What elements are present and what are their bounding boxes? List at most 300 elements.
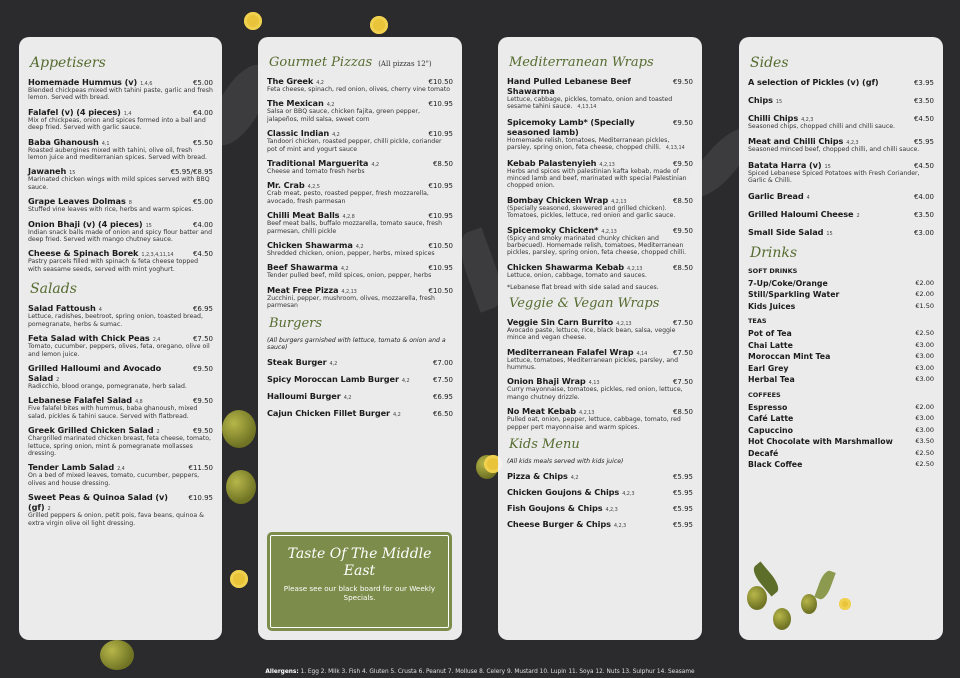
promo-title: Taste Of The Middle East	[287, 546, 432, 579]
item-name: Grilled Halloumi and Avocado Salad	[28, 362, 162, 383]
item-allergens: 2	[56, 376, 60, 383]
item-price: €5.95/€8.95	[170, 168, 213, 177]
pizzas-note: (All pizzas 12")	[378, 60, 432, 68]
item-name: Onion Bhaji (v) (4 pieces)	[28, 218, 143, 229]
menu-item	[507, 117, 693, 153]
item-name: A selection of Pickles (v) (gf)	[748, 77, 879, 87]
menu-item	[28, 395, 213, 420]
item-price: €5.50	[192, 138, 213, 147]
item-allergens: 15	[69, 170, 76, 177]
item-description: Lettuce, tomatoes, Mediterranean pickles, parsley, and hummus.	[507, 356, 679, 371]
menu-panel-pizzas-burgers	[258, 37, 462, 640]
kids-list	[507, 471, 693, 529]
drink-name: Capuccino	[748, 425, 793, 435]
item-description: Tomato, cucumber, peppers, olives, feta, oregano, olive oil and lemon juice.	[28, 343, 210, 358]
item-allergens: 4,2	[393, 411, 401, 418]
item-name: Sweet Peas & Quinoa Salad (v) (gf)	[28, 492, 168, 513]
item-name: Chicken Goujons & Chips	[507, 486, 620, 497]
item-description: Chargrilled marinated chicken breast, feta cheese, tomato, lettuce, spring onion, mint & pomegranate mollasses dressing.	[28, 435, 212, 457]
menu-item	[507, 376, 693, 401]
menu-item	[267, 98, 453, 123]
item-description: Avocado paste, lettuce, rice, black bean, salsa, veggie mince and vegan cheese.	[507, 326, 676, 342]
section-title-veggie: Veggie & Vegan Wraps	[509, 295, 660, 311]
menu-item	[28, 166, 213, 191]
drink-name: Hot Chocolate with Marshmallow	[748, 437, 893, 447]
item-price: €6.95	[432, 392, 453, 401]
item-allergens: 1,4	[123, 110, 132, 117]
menu-item	[28, 107, 213, 132]
item-price: €7.50	[672, 378, 693, 387]
item-name: Onion Bhaji Wrap	[507, 376, 586, 387]
menu-item	[267, 408, 453, 418]
drink-name: Black Coffee	[748, 460, 803, 470]
item-allergens: 4,8	[134, 399, 143, 406]
olive-branch-illustration	[739, 550, 943, 640]
item-name: Classic Indian	[267, 128, 330, 139]
menu-item	[28, 303, 213, 328]
item-price: €5.95	[672, 520, 693, 529]
drink-item	[748, 301, 934, 313]
menu-item	[28, 462, 213, 487]
item-allergens: 4,2,13	[627, 265, 643, 272]
item-description	[507, 96, 693, 112]
item-price: €9.50	[672, 226, 693, 235]
item-name: Meat and Chilli Chips	[748, 136, 844, 147]
item-price: €7.50	[432, 375, 453, 384]
drink-name: Moroccan Mint Tea	[748, 352, 831, 362]
drink-name: Decafé	[748, 448, 779, 458]
menu-panel-sides-drinks	[739, 37, 943, 640]
pizzas-list	[267, 76, 453, 310]
allergens-list: 1. Egg 2. Milk 3. Fish 4. Gluten 5. Crusta 6. Peanut 7. Molluse 8. Celery 9. Mustard 10. Lupin 11. Soya 12. Nuts 13. Sulphur 14. Seasame	[300, 669, 695, 675]
drink-name: Chai Latte	[748, 340, 793, 350]
item-description: Beef meat balls, buffalo mozzarella, tomato sauce, fresh parmesan, chilli pickle	[267, 220, 443, 235]
item-name: Hand Pulled Lebanese Beef Shawarma	[507, 76, 631, 96]
menu-item	[28, 333, 213, 358]
item-description: Shredded chicken, onion, pepper, herbs, mixed spices	[267, 250, 435, 258]
item-name: Bombay Chicken Wrap	[507, 194, 609, 205]
menu-item	[267, 391, 453, 401]
item-name: Halloumi Burger	[267, 390, 341, 401]
menu-item	[748, 160, 934, 185]
item-price: €3.50	[913, 210, 934, 219]
item-name: Greek Grilled Chicken Salad	[28, 425, 154, 436]
item-price: €5.95	[672, 472, 693, 481]
drink-price: €2.00	[915, 290, 934, 299]
item-price: €3.50	[913, 97, 934, 105]
item-price: €4.50	[913, 115, 934, 123]
section-title-salads: Salads	[30, 281, 77, 298]
item-description: Pulled oat, onion, pepper, lettuce, cabbage, tomato, red pepper pert mayonnaise and warm spices.	[507, 416, 681, 431]
item-name: Chilli Chips	[748, 113, 799, 123]
section-title-sides: Sides	[750, 55, 789, 71]
drink-name: 7-Up/Coke/Orange	[748, 278, 828, 288]
menu-item	[507, 262, 693, 279]
item-allergens: 4,2	[343, 394, 352, 401]
item-price: €11.50	[188, 464, 213, 473]
item-name: Chicken Shawarma	[267, 240, 353, 251]
item-price: €9.50	[192, 427, 213, 436]
section-title-drinks: Drinks	[750, 244, 798, 261]
item-allergens: 4,1	[101, 140, 110, 147]
olive-decoration	[773, 608, 791, 630]
drink-price: €1.50	[915, 301, 934, 310]
item-name: Small Side Salad	[748, 226, 824, 237]
item-name: Spicy Moroccan Lamb Burger	[267, 373, 399, 384]
item-name: Chilli Meat Balls	[267, 210, 340, 221]
burgers-list	[267, 357, 453, 418]
leaf-decoration	[814, 569, 836, 601]
menu-item	[28, 425, 213, 457]
menu-item	[267, 262, 453, 279]
item-description: Spiced Lebanese Spiced Potatoes with Fresh Coriander, Garlic & Chilli.	[748, 169, 920, 185]
item-name: Cheese Burger & Chips	[507, 518, 611, 529]
item-price: €7.50	[672, 318, 693, 327]
item-description	[507, 137, 693, 153]
item-price: €9.50	[672, 118, 693, 127]
item-description: Stuffed vine leaves with rice, herbs and warm spices.	[28, 206, 194, 214]
section-title-wraps: Mediterranean Wraps	[509, 55, 654, 70]
section-title-kids: Kids Menu	[509, 436, 580, 452]
item-allergens: 8	[128, 200, 132, 207]
menu-item	[267, 357, 453, 367]
menu-panel-wraps-kids	[498, 37, 702, 640]
drink-item	[748, 425, 934, 437]
item-description: Marinated chicken wings with mild spices served with BBQ sauce.	[28, 176, 210, 191]
kids-note: (All kids meals served with kids juice)	[507, 457, 624, 465]
item-description: Grilled peppers & onion, petit pois, fava beans, quinoa & extra virgin olive oil light dressing.	[28, 512, 204, 527]
item-price: €8.50	[672, 408, 693, 417]
item-name: Baba Ghanoush	[28, 136, 99, 147]
item-description: (Spicy and smoky marinated chunky chicken and barbecued). Homemade relish, tomatoes, Mediterranean pickles, parsley, spring onion, feta cheese, chopped chilli.	[507, 234, 687, 257]
item-price: €9.50	[672, 159, 693, 168]
drink-name: Herbal Tea	[748, 375, 795, 385]
drink-price: €2.00	[915, 402, 934, 411]
wraps-note: *Lebanese flat bread with side salad and sauces.	[507, 284, 659, 292]
menu-item	[507, 195, 693, 220]
menu-item	[267, 240, 453, 257]
item-price: €8.50	[672, 263, 693, 272]
item-allergens: 15	[824, 163, 831, 170]
item-name: Spicemoky Lamb* (Specially seasoned lamb)	[507, 116, 635, 137]
item-description: Crab meat, pesto, roasted pepper, fresh mozzarella, avocado, fresh parmesan	[267, 190, 429, 205]
item-price: €6.50	[432, 409, 453, 418]
item-name: Feta Salad with Chick Peas	[28, 333, 150, 344]
item-price: €4.00	[192, 220, 213, 229]
item-price: €9.50	[672, 78, 693, 86]
item-name: Meat Free Pizza	[267, 284, 339, 295]
olive-decoration	[100, 640, 134, 670]
item-price: €9.50	[192, 364, 213, 373]
drink-item	[748, 436, 934, 448]
item-allergens: 4,2,13	[341, 288, 357, 295]
drink-item	[748, 402, 934, 414]
item-allergens: 2	[156, 429, 160, 436]
item-description: Zucchini, pepper, mushroom, olives, mozzarella, fresh parmesan	[267, 294, 435, 310]
menu-item	[507, 503, 693, 513]
soft-drinks-heading: SOFT DRINKS	[748, 266, 798, 275]
item-description: Blended chickpeas mixed with tahini paste, garlic and fresh lemon. Served with bread.	[28, 87, 213, 102]
item-price: €5.00	[192, 198, 213, 207]
item-allergens: 4,2,13	[601, 228, 617, 235]
item-price: €9.50	[192, 397, 213, 406]
item-allergens: 4,13	[588, 380, 600, 387]
item-name: The Greek	[267, 76, 314, 86]
menu-item	[507, 158, 693, 190]
flower-decoration	[244, 12, 262, 30]
item-allergens: 4,2	[329, 360, 338, 367]
item-price: €10.95	[188, 494, 213, 503]
item-allergens: 4,2,8	[342, 214, 355, 221]
item-name: Kebab Palastenyieh	[507, 157, 597, 168]
item-name: Chicken Shawarma Kebab	[507, 261, 625, 272]
menu-item	[748, 113, 934, 130]
item-allergens: 15	[145, 222, 152, 229]
item-allergens: 4,2	[332, 132, 340, 139]
menu-item	[267, 158, 453, 175]
item-description-text: Lettuce, cabbage, pickles, tomato, onion and toasted sesame tahini sauce.	[507, 96, 673, 111]
drink-name: Kids Juices	[748, 301, 796, 311]
drink-price: €2.00	[915, 278, 934, 287]
item-allergens: 4	[98, 307, 102, 314]
item-name: Cajun Chicken Fillet Burger	[267, 407, 390, 418]
item-description: Mix of chickpeas, onion and spices formed into a ball and deep fried. Served with garlic sauce.	[28, 116, 206, 132]
flower-decoration	[370, 16, 388, 34]
item-price: €4.00	[913, 192, 934, 201]
item-allergens: 4,2	[401, 377, 410, 384]
item-allergens: 4,2	[340, 266, 349, 273]
menu-item	[507, 471, 693, 481]
item-name: Mediterranean Falafel Wrap	[507, 346, 634, 357]
menu-item	[507, 317, 693, 342]
menu-item	[748, 136, 934, 153]
item-allergens: 4,2,13	[579, 410, 595, 417]
item-name: Pizza & Chips	[507, 470, 568, 481]
salads-list	[28, 303, 213, 527]
menu-item	[28, 137, 213, 162]
item-price: €3.00	[913, 228, 934, 237]
item-allergens: 4	[806, 194, 810, 201]
drink-name: Espresso	[748, 402, 788, 412]
item-description: Tandoori chicken, roasted pepper, chilli pickle, coriander pot of mint and yogurt sauce	[267, 138, 442, 153]
item-name: Jawaneh	[28, 166, 67, 177]
menu-panel-appetisers-salads	[19, 37, 222, 640]
menu-item	[28, 77, 213, 102]
item-allergens: 4,2,3	[613, 522, 627, 529]
item-description: Indian snack balls made of onion and spicy flour batter and deep fried. Served with mango chutney sauce.	[28, 228, 213, 244]
drink-price: €3.00	[915, 414, 934, 423]
item-price: €10.95	[428, 212, 453, 221]
drink-item	[748, 328, 934, 340]
item-allergens: 1,4,6	[140, 81, 153, 87]
drink-price: €2.50	[915, 460, 934, 469]
item-price: €10.95	[428, 264, 453, 273]
menu-item	[267, 374, 453, 384]
soft-drinks-list	[748, 278, 934, 313]
item-name: Batata Harra (v)	[748, 159, 822, 170]
coffees-heading: COFFEES	[748, 390, 781, 399]
item-price: €5.95	[913, 138, 934, 147]
coffees-list	[748, 402, 934, 471]
item-allergens: 4,2,3	[846, 140, 859, 147]
drink-item	[748, 448, 934, 460]
item-allergens: 4,2	[355, 244, 364, 251]
menu-item	[507, 225, 693, 257]
drink-price: €2.50	[915, 448, 934, 457]
drink-item	[748, 363, 934, 375]
item-description: Feta cheese, spinach, red onion, olives, cherry vine tomato	[267, 86, 451, 93]
burgers-note: (All burgers garnished with lettuce, tomato & onion and a sauce)	[267, 336, 446, 351]
item-description: On a bed of mixed leaves, tomato, cucumber, peppers, olives and house dressing.	[28, 472, 200, 487]
item-allergens: 4,13,14	[665, 145, 685, 152]
drink-item	[748, 413, 934, 425]
item-price: €10.50	[428, 242, 453, 251]
menu-item	[267, 210, 453, 235]
item-name: Spicemoky Chicken*	[507, 224, 599, 235]
drink-price: €3.00	[915, 352, 934, 361]
item-allergens: 4,14	[636, 350, 648, 357]
drink-item	[748, 374, 934, 386]
flower-decoration	[230, 570, 248, 588]
item-allergens: 4,2,13	[611, 198, 627, 205]
menu-item	[28, 492, 213, 527]
item-allergens: 4,2,13	[616, 320, 632, 327]
item-description: Five falafel bites with hummus, baba ghanoush, mixed salad, pickles & tahini sauce. Served with flatbread.	[28, 405, 198, 420]
item-price: €6.95	[192, 305, 213, 314]
item-price: €4.50	[913, 161, 934, 170]
item-name: Grape Leaves Dolmas	[28, 196, 126, 207]
section-title-pizzas	[269, 55, 453, 70]
item-description: Herbs and spices with palestinian kafta kebab, made of minced lamb and beef, marinated with special Palestinian chopped onion.	[507, 167, 687, 190]
drink-name: Earl Grey	[748, 363, 789, 373]
olive-decoration	[222, 410, 256, 448]
menu-item	[267, 285, 453, 310]
menu-item	[507, 76, 693, 112]
menu-item	[267, 76, 453, 93]
item-description: Seasoned chips, chopped chilli and chilli sauce.	[748, 123, 896, 130]
item-description: (Specially seasoned, skewered and grilled chicken). Tomatoes, pickles, lettuce, red onion and garlic sauce.	[507, 204, 676, 220]
menu-item	[507, 406, 693, 431]
appetisers-list	[28, 77, 213, 273]
item-description: Radicchio, blood orange, pomegranate, herb salad.	[28, 382, 187, 390]
item-price: €10.95	[428, 182, 453, 191]
item-name: Garlic Bread	[748, 190, 804, 201]
item-allergens: 15	[826, 230, 833, 237]
item-allergens: 4,2	[371, 162, 379, 169]
item-allergens: 4,2	[316, 80, 324, 86]
item-name: Veggie Sin Carn Burrito	[507, 316, 614, 327]
menu-item	[507, 347, 693, 372]
menu-item	[28, 248, 213, 273]
item-price: €10.50	[428, 286, 453, 295]
drink-item	[748, 459, 934, 471]
item-price: €8.50	[672, 196, 693, 205]
menu-item	[28, 219, 213, 244]
menu-item	[28, 363, 213, 390]
drink-price: €3.00	[915, 363, 934, 372]
menu-item	[267, 128, 453, 153]
drink-price: €3.00	[915, 340, 934, 349]
item-name: Salad Fattoush	[28, 303, 96, 314]
item-allergens: 4,2,3	[605, 506, 618, 513]
flower-decoration	[839, 598, 851, 610]
item-description: Tender pulled beef, mild spices, onion, pepper, herbs	[267, 272, 432, 280]
item-name: Chips	[748, 95, 773, 105]
item-allergens: 1,2,3,4,11,14	[141, 252, 174, 259]
item-name: Traditional Marguerita	[267, 158, 369, 169]
drink-price: €3.00	[915, 425, 934, 434]
item-allergens: 2,4	[152, 337, 161, 344]
item-name: Lebanese Falafel Salad	[28, 395, 132, 406]
item-description: Lettuce, radishes, beetroot, spring onion, toasted bread, pomegranate, herbs & sumac.	[28, 313, 203, 328]
item-description: Curry mayonnaise, tomatoes, pickles, red onion, lettuce, mango chutney drizzle.	[507, 386, 683, 401]
olive-decoration	[226, 470, 256, 504]
drink-name: Café Latte	[748, 414, 794, 424]
sides-list	[748, 77, 934, 237]
menu-item	[748, 191, 934, 201]
item-allergens: 15	[775, 99, 783, 105]
item-allergens: 2	[856, 212, 860, 219]
drink-name: Pot of Tea	[748, 329, 792, 339]
item-price: €10.95	[428, 130, 453, 139]
item-allergens: 4,2,3	[622, 490, 635, 497]
item-price: €4.00	[192, 108, 213, 117]
item-price: €10.95	[428, 100, 453, 109]
item-price: €8.50	[432, 160, 453, 169]
menu-item	[748, 227, 934, 237]
item-name: Homemade Hummus (v)	[28, 77, 138, 87]
teas-heading: TEAS	[748, 317, 767, 326]
drink-item	[748, 278, 934, 290]
drink-item	[748, 340, 934, 352]
section-title-burgers: Burgers	[269, 315, 323, 331]
teas-list	[748, 328, 934, 386]
item-price: €5.95	[672, 504, 693, 513]
drink-item	[748, 289, 934, 301]
item-description: Cheese and tomato fresh herbs	[267, 168, 365, 176]
drink-name: Still/Sparkling Water	[748, 290, 840, 300]
drink-price: €3.00	[915, 375, 934, 384]
wraps-list	[507, 76, 693, 292]
item-name: The Mexican	[267, 98, 324, 109]
pizzas-title: Gourmet Pizzas	[269, 55, 373, 70]
item-allergens: 4,13,14	[577, 104, 597, 111]
item-name: Grilled Haloumi Cheese	[748, 208, 854, 219]
item-description: Seasoned minced beef, chopped chilli, and chilli sauce.	[748, 146, 920, 154]
veggie-list	[507, 317, 693, 431]
item-name: Tender Lamb Salad	[28, 462, 115, 473]
item-price: €7.50	[672, 348, 693, 357]
item-description-text: Homemade relish, tomatoes, Mediterranean pickles, parsley, spring onion, feta cheese, chopped chilli.	[507, 136, 670, 152]
drink-price: €3.50	[915, 437, 934, 446]
item-allergens: 4,2,13	[599, 161, 615, 168]
item-allergens: 4,2	[326, 102, 335, 109]
item-description: Pastry parcels filled with spinach & feta cheese topped with seasame seeds, served with mint yoghurt.	[28, 258, 199, 273]
item-allergens: 4,2,3	[801, 117, 814, 123]
promo-text: Please see our black board for our Weekly Specials.	[283, 584, 436, 602]
drink-price: €2.50	[915, 329, 934, 338]
item-allergens: 4,2	[570, 474, 579, 481]
item-allergens: 2,4	[117, 466, 125, 473]
item-description: Roasted aubergines mixed with tahini, olive oil, fresh lemon juice and mediterranian spices. Served with bread.	[28, 146, 207, 162]
item-allergens: 4,2,5	[307, 184, 320, 191]
item-name: Mr. Crab	[267, 180, 305, 191]
item-allergens: 2	[47, 506, 51, 513]
item-name: Falafel (v) (4 pieces)	[28, 106, 121, 117]
menu-item	[748, 209, 934, 219]
item-description: Salsa or BBQ sauce, chicken fajita, green pepper, jalapeños, mild salsa, sweet corn	[267, 108, 420, 123]
item-name: No Meat Kebab	[507, 406, 577, 417]
